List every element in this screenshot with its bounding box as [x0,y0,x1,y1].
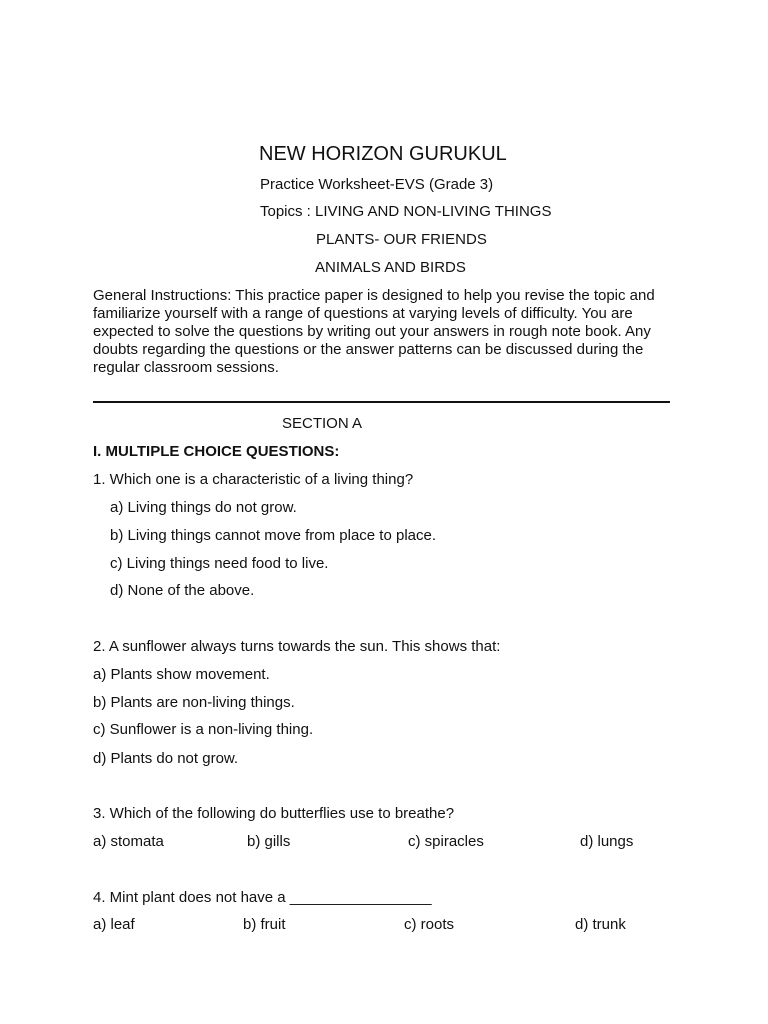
answer-option: a) Plants show movement. [93,666,270,683]
answer-option: d) None of the above. [110,582,255,599]
topics-line: Topics : LIVING AND NON-LIVING THINGS [260,203,552,220]
mcq-heading: I. MULTIPLE CHOICE QUESTIONS: [93,443,340,460]
question-text: 3. Which of the following do butterflies use to breathe? [93,805,455,822]
answer-option: c) roots [404,916,455,933]
answer-option: a) leaf [93,916,135,933]
answer-option: d) lungs [580,833,634,850]
answer-option: d) Plants do not grow. [93,750,239,767]
worksheet-title: Practice Worksheet-EVS (Grade 3) [260,176,494,193]
answer-option: b) fruit [243,916,286,933]
answer-option: a) stomata [93,833,164,850]
question-text: 4. Mint plant does not have a _________________ [93,889,432,906]
topic-item: PLANTS- OUR FRIENDS [316,231,487,248]
question-text: 2. A sunflower always turns towards the sun. This shows that: [93,638,501,655]
answer-option: d) trunk [575,916,626,933]
answer-option: c) spiracles [408,833,484,850]
answer-option: c) Sunflower is a non-living thing. [93,721,314,738]
answer-option: b) gills [247,833,291,850]
answer-option: b) Plants are non-living things. [93,694,295,711]
school-name: NEW HORIZON GURUKUL [259,143,507,165]
question-text: 1. Which one is a characteristic of a living thing? [93,471,414,488]
general-instructions: General Instructions: This practice paper is designed to help you revise the topic and familiarize yourself with a range of questions at varying levels of difficulty. You are expected to solve the questions by writing out your answers in rough note book. Any doubts regarding the questions or the answer patterns can be discussed during the regular classroom sessions. [93,287,655,376]
section-divider [93,401,670,403]
answer-option: b) Living things cannot move from place to place. [110,527,437,544]
answer-option: a) Living things do not grow. [110,499,297,516]
answer-option: c) Living things need food to live. [110,555,329,572]
topic-item: ANIMALS AND BIRDS [315,259,466,276]
section-heading: SECTION A [282,415,363,432]
